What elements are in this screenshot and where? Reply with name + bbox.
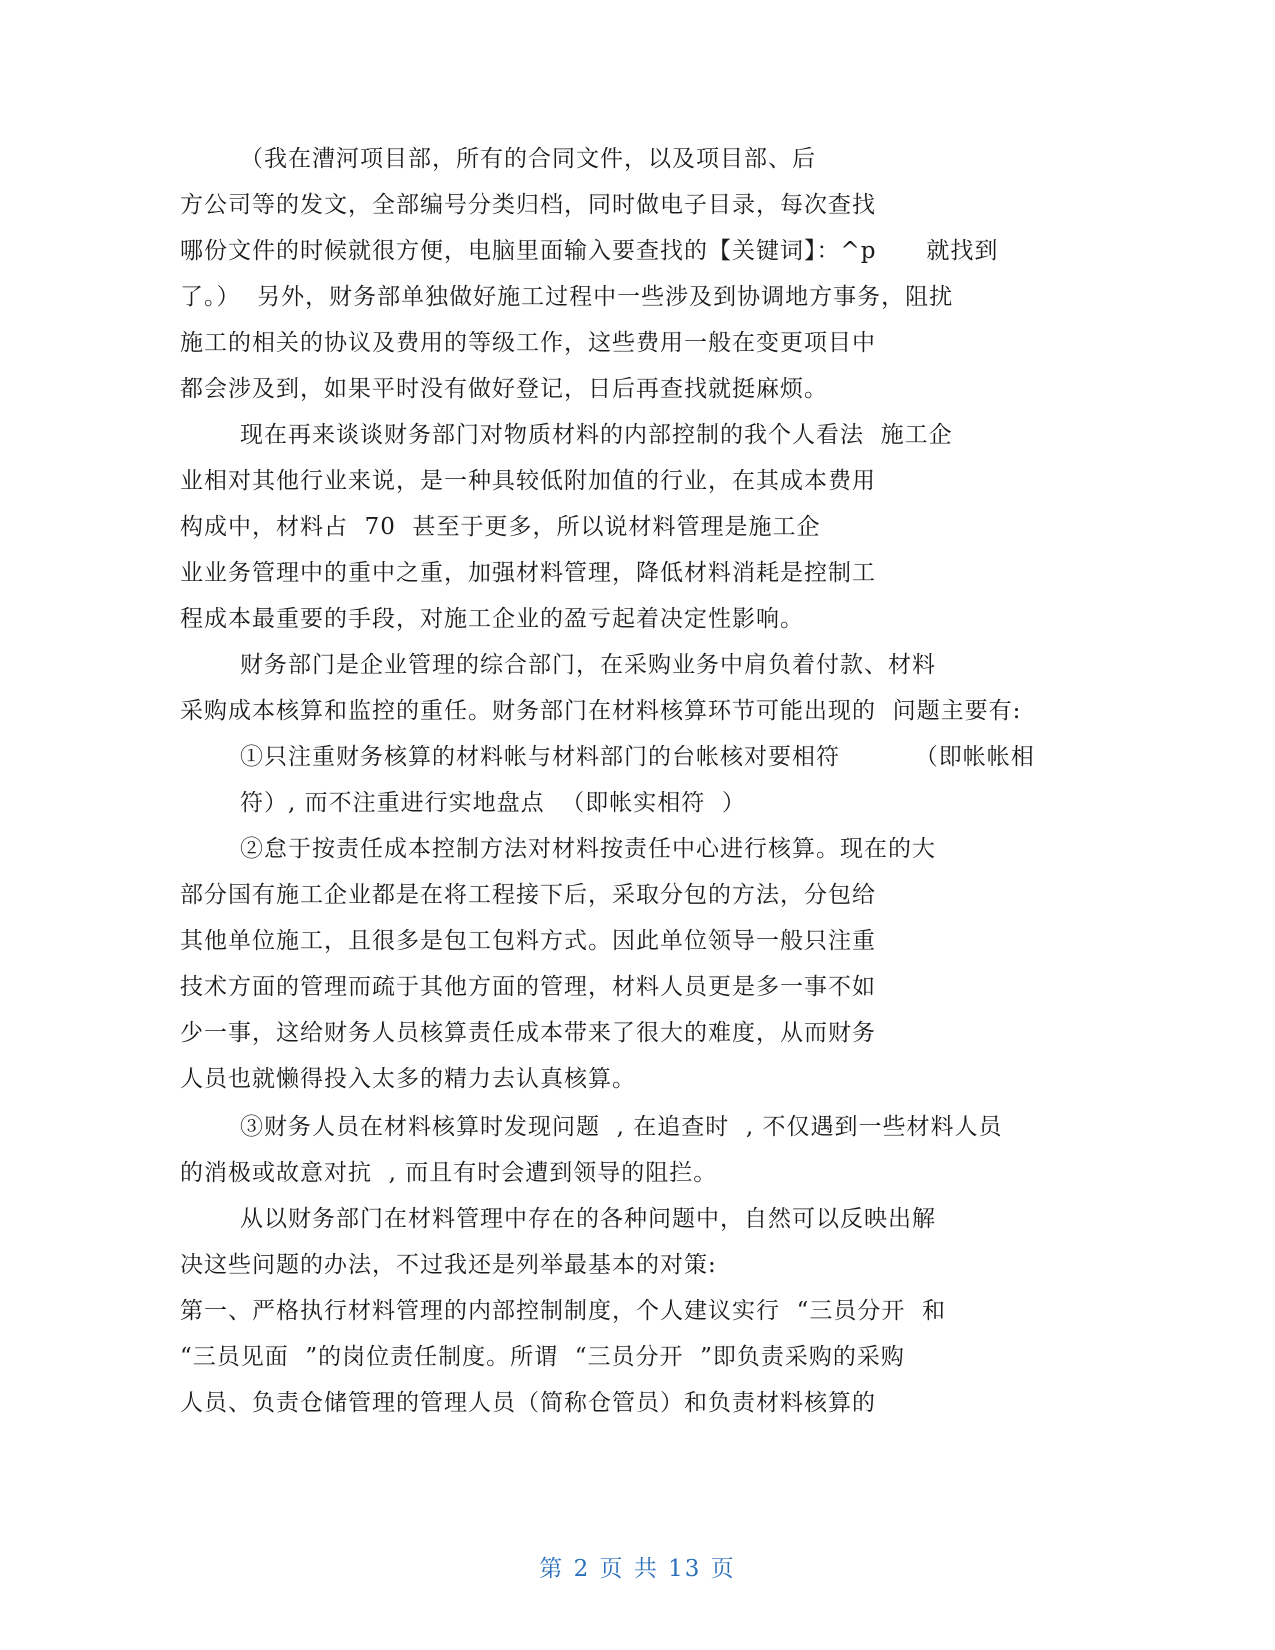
text-line: 方公司等的发文，全部编号分类归档，同时做电子目录，每次查找 (180, 192, 876, 218)
text-line: 财务部门是企业管理的综合部门，在采购业务中肩负着付款、材料 (240, 652, 936, 678)
text-line: 程成本最重要的手段，对施工企业的盈亏起着决定性影响。 (180, 606, 804, 632)
text-line: 业业务管理中的重中之重，加强材料管理，降低材料消耗是控制工 (180, 560, 876, 586)
text-line: 符）, 而不注重进行实地盘点 （即帐实相符 ） (240, 790, 746, 816)
text-line: “三员见面 ”的岗位责任制度。所谓 “三员分开 ”即负责采购的采购 (180, 1344, 905, 1370)
text-line: ③财务人员在材料核算时发现问题 , 在追查时 , 不仅遇到一些材料人员 (240, 1114, 1003, 1140)
text-line: ①只注重财务核算的材料帐与材料部门的台帐核对要相符 （即帐帐相 (240, 744, 1035, 770)
text-line: 业相对其他行业来说，是一种具较低附加值的行业，在其成本费用 (180, 468, 876, 494)
text-line: 其他单位施工，且很多是包工包料方式。因此单位领导一般只注重 (180, 928, 876, 954)
text-line: 从以财务部门在材料管理中存在的各种问题中，自然可以反映出解 (240, 1206, 936, 1232)
page-number-footer: 第 2 页 共 13 页 (539, 1556, 736, 1582)
text-line: 少一事，这给财务人员核算责任成本带来了很大的难度，从而财务 (180, 1020, 876, 1046)
text-line: 了。） 另外，财务部单独做好施工过程中一些涉及到协调地方事务，阻扰 (180, 284, 954, 310)
text-line: 采购成本核算和监控的重任。财务部门在材料核算环节可能出现的 问题主要有: (180, 698, 1022, 724)
text-line: 都会涉及到，如果平时没有做好登记，日后再查找就挺麻烦。 (180, 376, 828, 402)
text-line: 第一、严格执行材料管理的内部控制制度，个人建议实行 “三员分开 和 (180, 1298, 947, 1324)
text-line: 哪份文件的时候就很方便，电脑里面输入要查找的【关键词】：^p 就找到 (180, 238, 999, 264)
text-line: 决这些问题的办法，不过我还是列举最基本的对策: (180, 1252, 717, 1278)
text-line: （我在漕河项目部，所有的合同文件，以及项目部、后 (240, 146, 816, 172)
text-line: 人员、负责仓储管理的管理人员（简称仓管员）和负责材料核算的 (180, 1390, 876, 1416)
text-line: 人员也就懒得投入太多的精力去认真核算。 (180, 1066, 636, 1092)
text-line: 施工的相关的协议及费用的等级工作，这些费用一般在变更项目中 (180, 330, 876, 356)
text-line: 现在再来谈谈财务部门对物质材料的内部控制的我个人看法 施工企 (240, 422, 953, 448)
text-line: ②怠于按责任成本控制方法对材料按责任中心进行核算。现在的大 (240, 836, 936, 862)
text-line: 部分国有施工企业都是在将工程接下后，采取分包的方法，分包给 (180, 882, 876, 908)
text-line: 技术方面的管理而疏于其他方面的管理，材料人员更是多一事不如 (180, 974, 876, 1000)
text-line: 构成中，材料占 70 甚至于更多，所以说材料管理是施工企 (180, 514, 821, 540)
text-line: 的消极或故意对抗 , 而且有时会遭到领导的阻拦。 (180, 1160, 718, 1186)
